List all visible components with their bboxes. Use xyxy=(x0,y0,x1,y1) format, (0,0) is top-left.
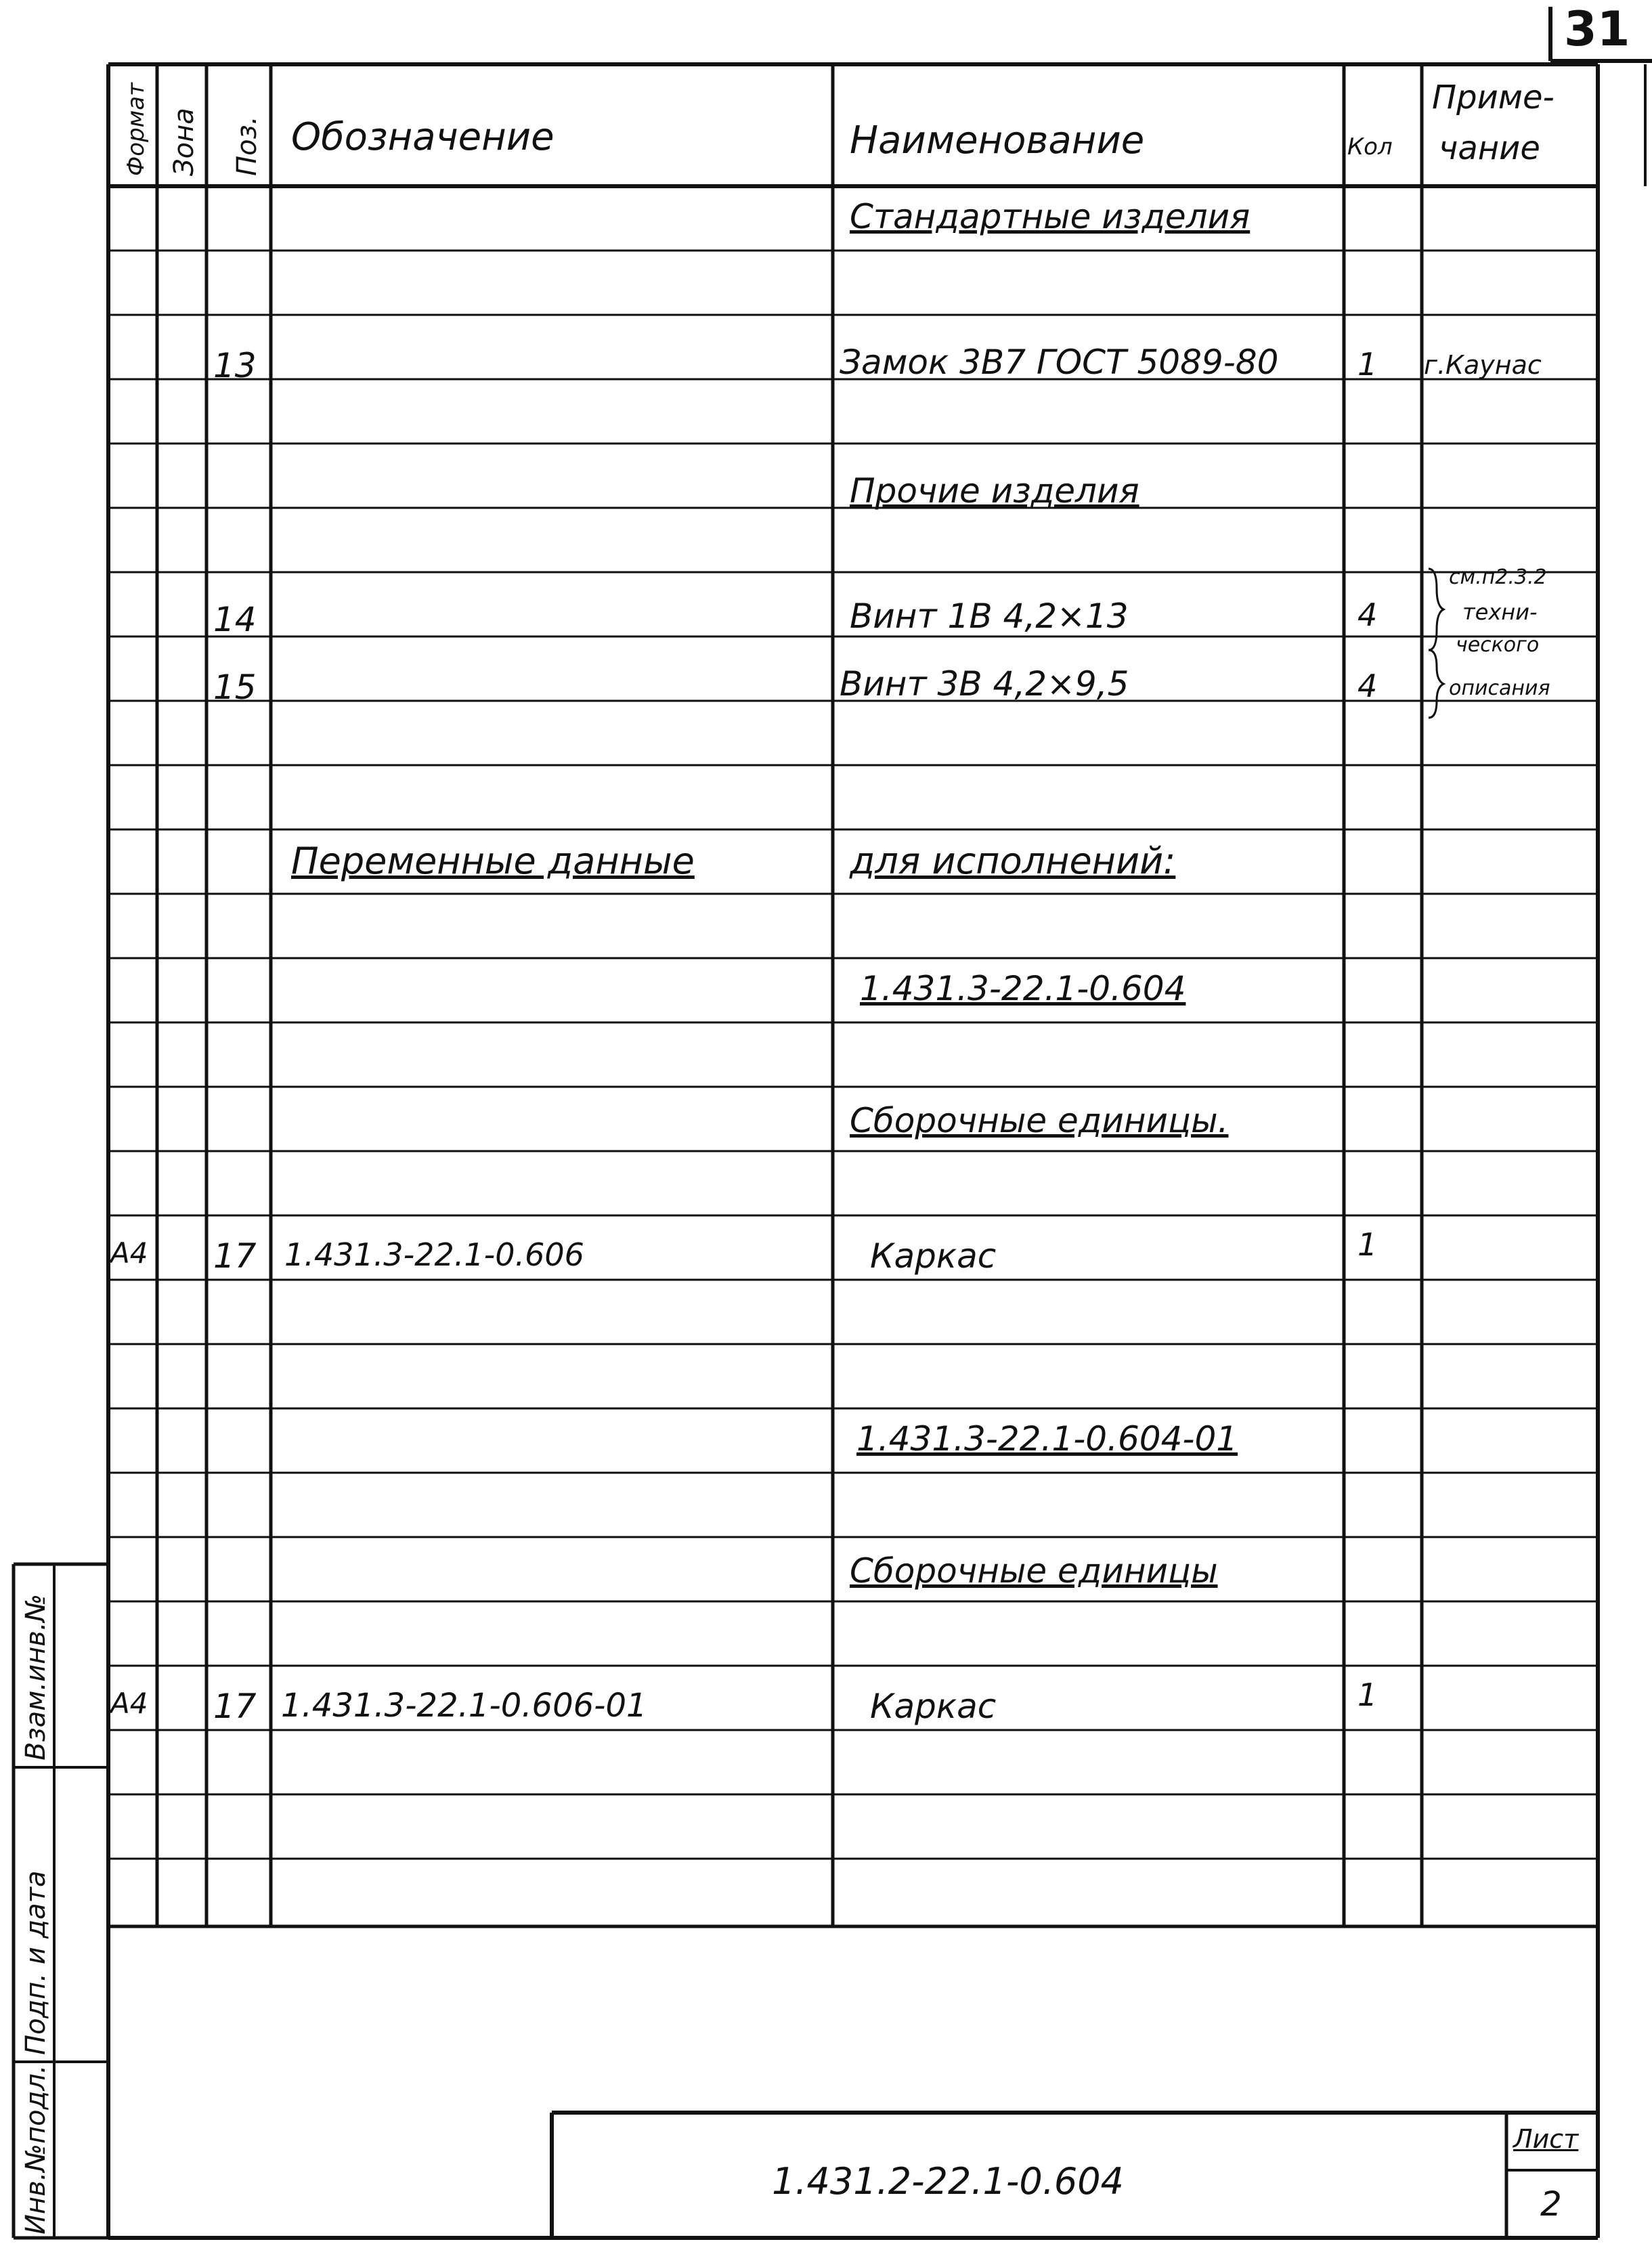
sheet-number: 2 xyxy=(1540,2184,1562,2224)
name-column-header: Наименование xyxy=(850,118,1145,163)
sheet-label: Лист xyxy=(1513,2124,1579,2154)
row-14-name: Винт 1В 4,2×13 xyxy=(850,597,1129,636)
row-13-quantity: 1 xyxy=(1357,346,1378,383)
assembly-units-title-2: Сборочные единицы xyxy=(850,1551,1218,1591)
row-17b-position: 17 xyxy=(213,1687,257,1726)
row-17a-position: 17 xyxy=(213,1236,257,1276)
document-code: 1.431.2-22.1-0.604 xyxy=(772,2160,1124,2203)
row-14-position: 14 xyxy=(213,600,257,639)
row-17a-format: А4 xyxy=(110,1236,148,1270)
rows-14-15-note-line2: техни- xyxy=(1462,599,1538,625)
note-column-header-line1: Приме- xyxy=(1432,79,1555,116)
row-15-position: 15 xyxy=(213,668,257,707)
row-13-position: 13 xyxy=(213,346,257,385)
row-13-note: г.Каунас xyxy=(1424,350,1542,380)
row-17b-format: А4 xyxy=(110,1687,148,1720)
section-title-standard-items: Стандартные изделия xyxy=(850,197,1251,236)
row-17b-quantity: 1 xyxy=(1357,1677,1378,1713)
row-17a-name: Каркас xyxy=(870,1236,997,1276)
row-15-quantity: 4 xyxy=(1357,668,1378,704)
note-column-header-line2: чание xyxy=(1439,129,1540,167)
row-15-name: Винт 3В 4,2×9,5 xyxy=(840,664,1129,704)
format-column-header: Формат xyxy=(123,83,150,176)
assembly-units-title-1: Сборочные единицы. xyxy=(850,1101,1229,1140)
position-column-header: Поз. xyxy=(232,116,263,176)
variant-1-code: 1.431.3-22.1-0.604 xyxy=(860,969,1186,1008)
for-variants-label: для исполнений: xyxy=(850,840,1176,882)
row-13-name: Замок 3В7 ГОСТ 5089-80 xyxy=(840,343,1279,382)
row-17a-designation: 1.431.3-22.1-0.606 xyxy=(284,1236,584,1273)
row-17b-name: Каркас xyxy=(870,1687,997,1726)
row-14-quantity: 4 xyxy=(1357,597,1378,633)
section-title-other-items: Прочие изделия xyxy=(850,471,1139,511)
rows-14-15-note-line3: ческого xyxy=(1456,633,1540,657)
variant-2-code: 1.431.3-22.1-0.604-01 xyxy=(856,1419,1238,1459)
rows-14-15-note-line4: описания xyxy=(1449,676,1550,700)
variable-data-label: Переменные данные xyxy=(291,840,695,882)
original-inventory-label: Инв.№подл. xyxy=(20,2065,51,2234)
signature-date-label: Подп. и дата xyxy=(20,1870,51,2055)
replacement-inventory-label: Взам.инв.№ xyxy=(20,1593,51,1761)
quantity-column-header: Кол xyxy=(1347,133,1393,160)
zone-column-header: Зона xyxy=(169,108,200,176)
row-17b-designation: 1.431.3-22.1-0.606-01 xyxy=(281,1687,647,1725)
rows-14-15-note-line1: см.п2.3.2 xyxy=(1449,565,1547,589)
row-17a-quantity: 1 xyxy=(1357,1226,1378,1263)
page-number: 31 xyxy=(1564,1,1630,57)
designation-column-header: Обозначение xyxy=(291,115,555,159)
